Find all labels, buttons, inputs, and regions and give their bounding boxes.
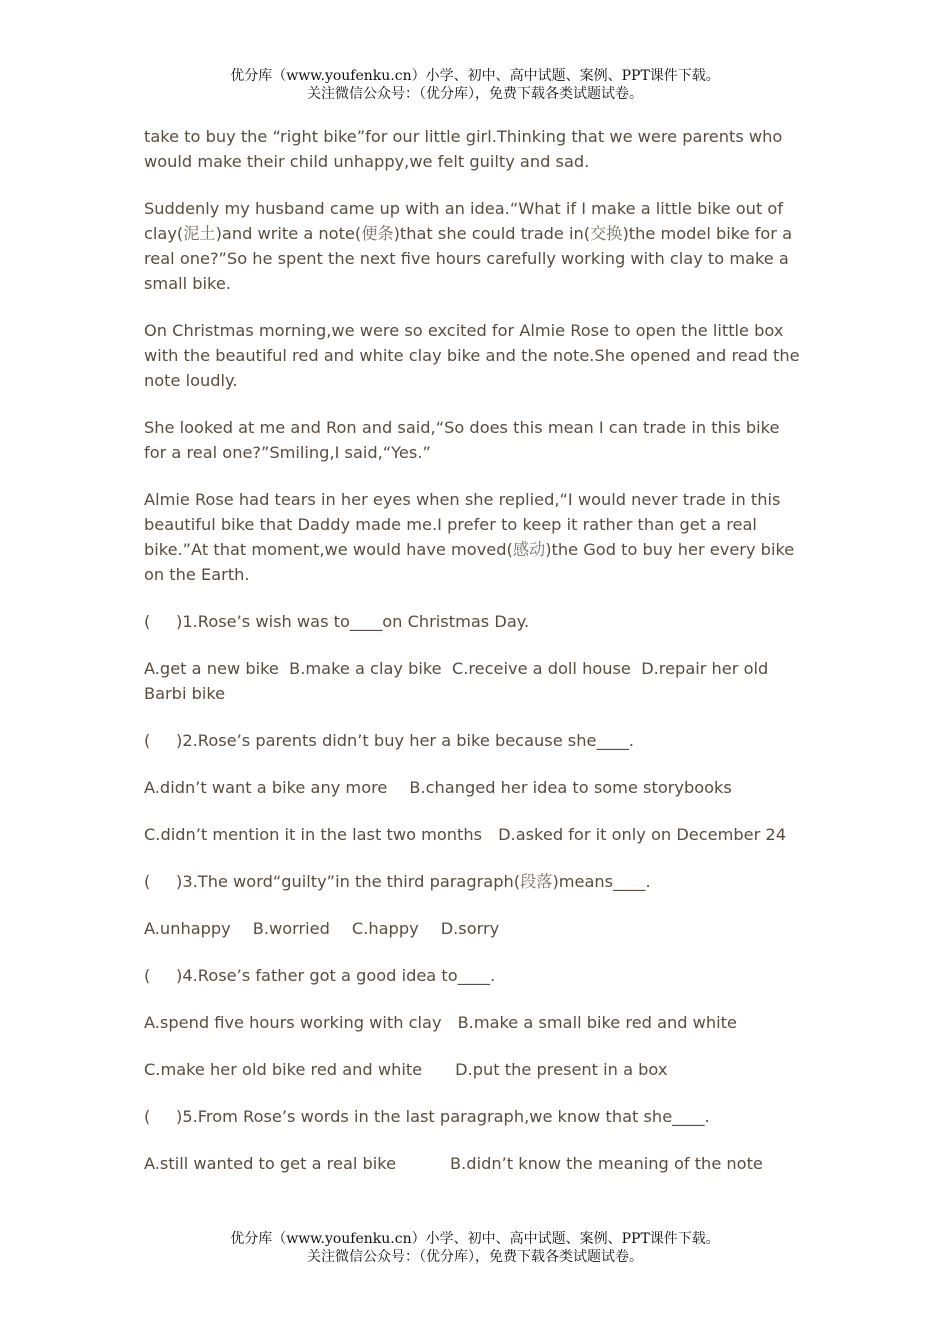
document-body: [144, 124, 806, 1198]
question-4-options-cd: [144, 1057, 806, 1082]
annotation-trade: 交换: [590, 224, 623, 243]
question-1-stem: ( )1.Rose’s wish was to____on Christmas Day.: [144, 612, 530, 631]
q1-option-a: A.get a new bike: [144, 659, 279, 678]
footer-line-1: 优分库（www.youfenku.cn）小学、初中、高中试题、案例、PPT课件下载。: [230, 1231, 720, 1247]
page-header: [0, 67, 950, 103]
annotation-paragraph: 段落: [520, 872, 553, 891]
q4-option-b: B.make a small bike red and white: [457, 1013, 737, 1032]
paragraph-2: Suddenly my husband came up with an idea.“What if I make a little bike out of clay(泥土)and write a note(便条)that she could trade in(交换)the model bike for a real one?”So he spent the next five hours carefully working with clay to make a small bike.: [144, 199, 793, 293]
paragraph-3: On Christmas morning,we were so excited for Almie Rose to open the little box with the beautiful red and white clay bike and the note.She opened and read the note loudly.: [144, 321, 800, 390]
q3-option-d: D.sorry: [440, 919, 500, 938]
annotation-moved: 感动: [512, 540, 546, 559]
q2-option-d: D.asked for it only on December 24: [498, 825, 787, 844]
page-footer: [0, 1230, 950, 1266]
paragraph-4: She looked at me and Ron and said,“So does this mean I can trade in this bike for a real one?”Smiling,I said,“Yes.”: [144, 418, 780, 462]
q3-option-b: B.worried: [252, 919, 330, 938]
q1-option-b: B.make a clay bike: [289, 659, 442, 678]
question-3-stem: ( )3.The word“guilty”in the third paragraph(段落)means____.: [144, 872, 651, 891]
question-4-stem: ( )4.Rose’s father got a good idea to____.: [144, 966, 496, 985]
q5-option-a: A.still wanted to get a real bike: [144, 1154, 397, 1173]
question-4-options-ab: [144, 1010, 806, 1035]
paragraph-5: Almie Rose had tears in her eyes when she replied,“I would never trade in this beautiful bike that Daddy made me.I prefer to keep it rather than get a real bike.”At that moment,we would have moved(感动)the God to buy her every bike on the Earth.: [144, 490, 795, 584]
header-line-2: 关注微信公众号：（优分库），免费下载各类试题试卷。: [307, 86, 643, 102]
question-2-options-cd: [144, 822, 806, 847]
question-3-options: [144, 916, 806, 941]
q3-option-c: C.happy: [351, 919, 419, 938]
q4-option-d: D.put the present in a box: [455, 1060, 668, 1079]
question-5-options-ab: [144, 1151, 806, 1176]
question-2-stem: ( )2.Rose’s parents didn’t buy her a bike because she____.: [144, 731, 634, 750]
q5-option-b: B.didn’t know the meaning of the note: [450, 1154, 763, 1173]
q2-option-b: B.changed her idea to some storybooks: [409, 778, 732, 797]
q4-option-a: A.spend five hours working with clay: [144, 1013, 442, 1032]
q1-option-d: D.repair her old Barbi bike: [144, 659, 769, 703]
q4-option-c: C.make her old bike red and white: [144, 1060, 423, 1079]
q3-option-a: A.unhappy: [144, 919, 231, 938]
footer-line-2: 关注微信公众号：（优分库），免费下载各类试题试卷。: [307, 1249, 643, 1265]
q1-option-c: C.receive a doll house: [451, 659, 631, 678]
q2-option-a: A.didn’t want a bike any more: [144, 778, 388, 797]
annotation-note: 便条: [361, 224, 394, 243]
question-1-options: [144, 656, 806, 706]
annotation-clay: 泥土: [183, 224, 216, 243]
header-line-1: 优分库（www.youfenku.cn）小学、初中、高中试题、案例、PPT课件下载。: [230, 68, 720, 84]
question-5-stem: ( )5.From Rose’s words in the last paragraph,we know that she____.: [144, 1107, 710, 1126]
q2-option-c: C.didn’t mention it in the last two months: [144, 825, 483, 844]
question-2-options-ab: [144, 775, 806, 800]
paragraph-1: take to buy the “right bike”for our little girl.Thinking that we were parents who would make their child unhappy,we felt guilty and sad.: [144, 127, 783, 171]
